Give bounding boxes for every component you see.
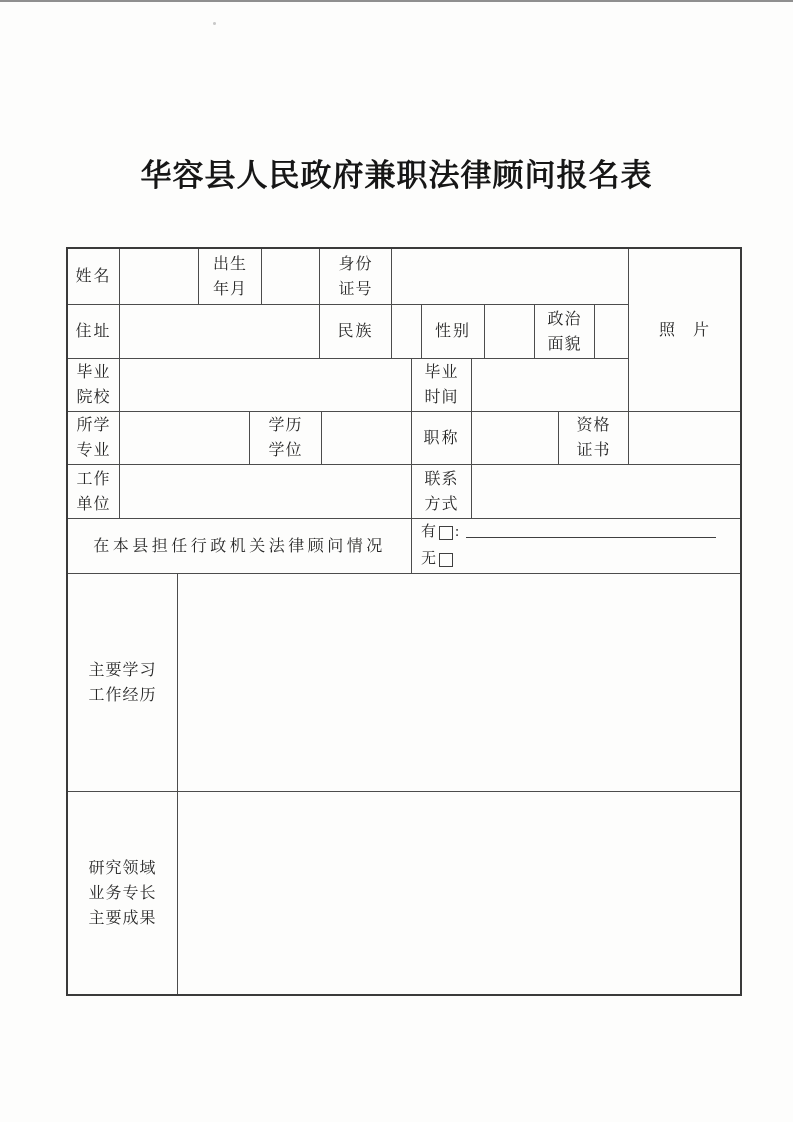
qualification-certificate-label: 资格证书: [559, 412, 629, 465]
graduate-school-value-cell[interactable]: [120, 359, 412, 412]
id-number-label: 身份证号: [320, 249, 392, 305]
page-title: 华容县人民政府兼职法律顾问报名表: [140, 158, 653, 193]
major-label: 所学专业: [68, 412, 120, 465]
major-value-cell[interactable]: [120, 412, 250, 465]
has-colon: :: [455, 524, 460, 540]
qualification-certificate-value-cell[interactable]: [629, 412, 740, 465]
no-checkbox[interactable]: [439, 553, 453, 567]
address-label: 住址: [68, 305, 120, 359]
address-value-cell[interactable]: [120, 305, 320, 359]
birth-date-value-cell[interactable]: [262, 249, 320, 305]
id-number-value-cell[interactable]: [392, 249, 629, 305]
contact-label: 联系方式: [412, 465, 472, 519]
ethnicity-value-cell[interactable]: [392, 305, 422, 359]
gender-label: 性别: [422, 305, 485, 359]
contact-value-cell[interactable]: [472, 465, 740, 519]
name-label: 姓名: [68, 249, 120, 305]
birth-date-label: 出生年月: [199, 249, 262, 305]
has-checkbox[interactable]: [439, 526, 453, 540]
education-degree-label: 学历学位: [250, 412, 322, 465]
research-content-cell[interactable]: [178, 792, 740, 994]
experience-label: 主要学习工作经历: [68, 574, 178, 792]
no-option-label: 无: [421, 551, 437, 567]
photo-area[interactable]: 照 片: [629, 249, 740, 412]
ethnicity-label: 民族: [320, 305, 392, 359]
advisor-has-row: [421, 519, 716, 546]
graduation-time-label: 毕业时间: [412, 359, 472, 412]
work-unit-label: 工作单位: [68, 465, 120, 519]
graduate-school-label: 毕业院校: [68, 359, 120, 412]
gender-value-cell[interactable]: [485, 305, 535, 359]
has-option-label: 有: [421, 524, 437, 540]
political-status-value-cell[interactable]: [595, 305, 629, 359]
work-unit-value-cell[interactable]: [120, 465, 412, 519]
registration-form-table: [66, 247, 742, 996]
professional-title-value-cell[interactable]: [472, 412, 559, 465]
advisor-fill-line[interactable]: [466, 536, 716, 538]
education-degree-value-cell[interactable]: [322, 412, 412, 465]
name-value-cell[interactable]: [120, 249, 199, 305]
graduation-time-value-cell[interactable]: [472, 359, 629, 412]
county-advisor-label: 在本县担任行政机关法律顾问情况: [68, 519, 412, 574]
scan-speck-artifact: [213, 22, 216, 25]
research-label: 研究领域业务专长主要成果: [68, 792, 178, 994]
county-advisor-value-cell: [412, 519, 740, 574]
professional-title-label: 职称: [412, 412, 472, 465]
advisor-none-row: [421, 546, 454, 573]
political-status-label: 政治面貌: [535, 305, 595, 359]
scanner-edge-artifact: [0, 0, 793, 2]
experience-content-cell[interactable]: [178, 574, 740, 792]
